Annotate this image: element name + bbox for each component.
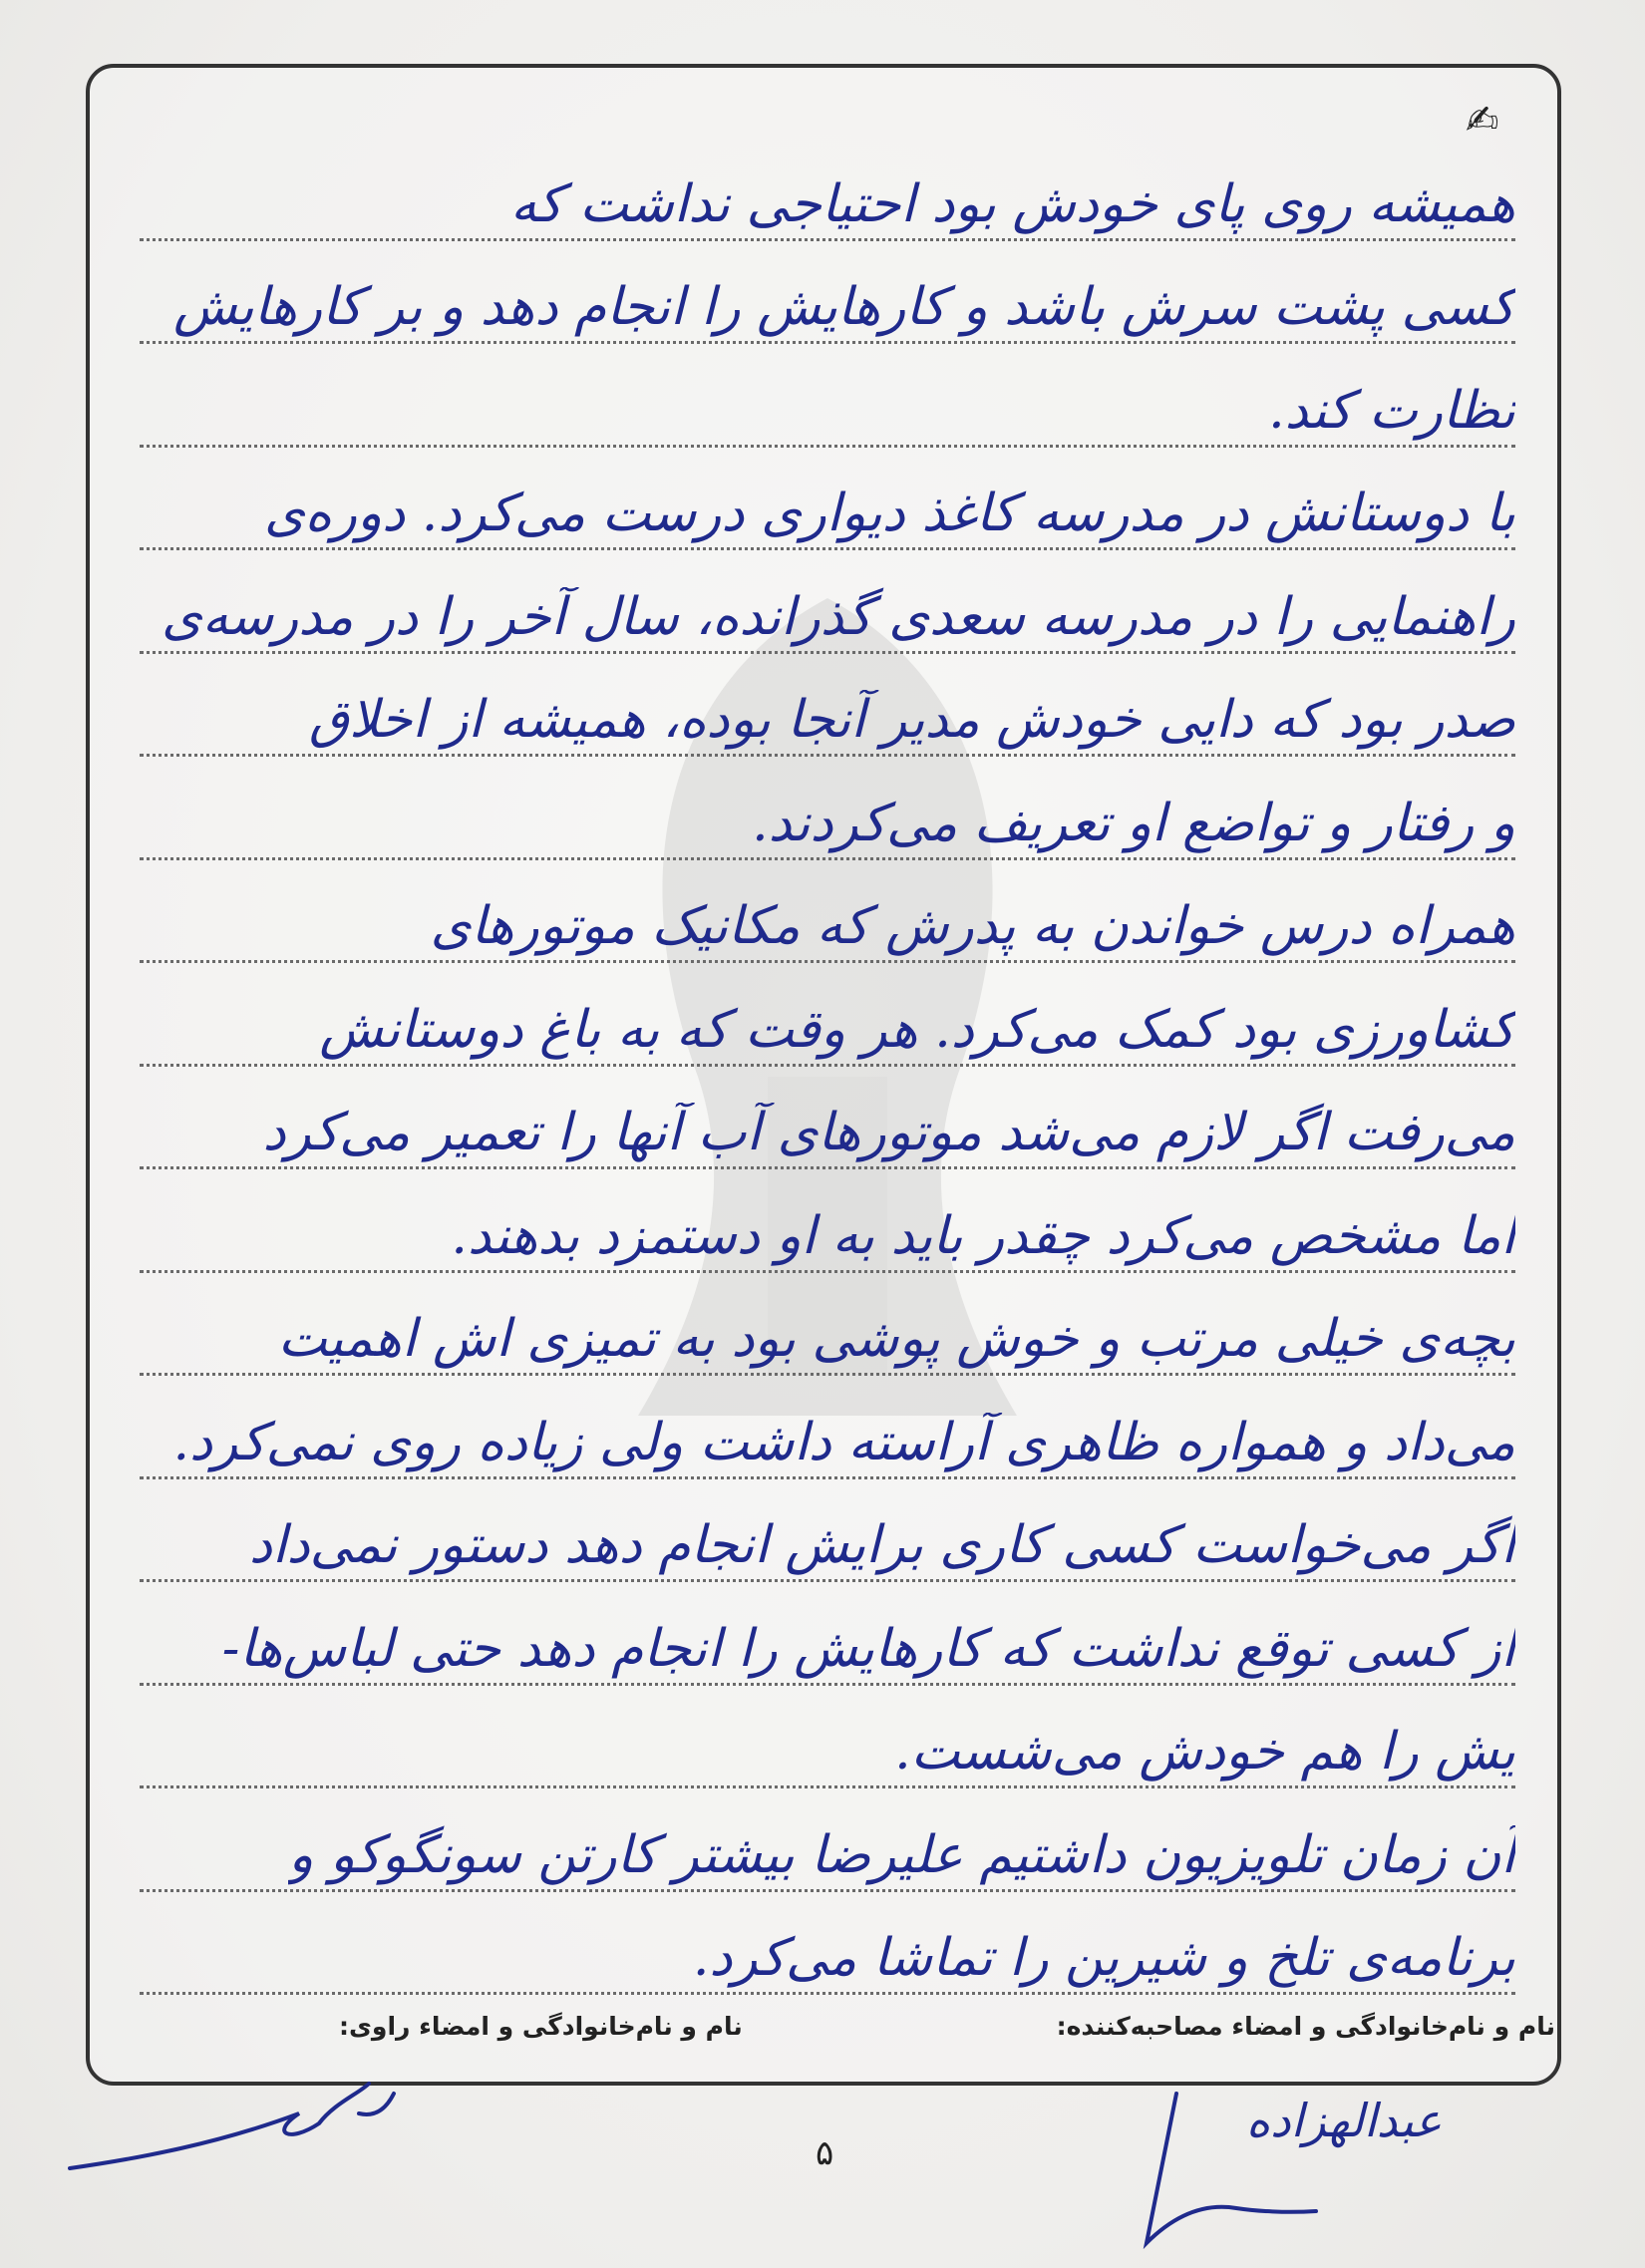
handwritten-line: نظارت کند. [1268,380,1515,441]
ruled-line [140,1686,1515,1789]
handwritten-line: صدر بود که دایی خودش مدیر آنجا بوده، همیشه از اخلاق [308,690,1515,750]
handwritten-line: از کسی توقع نداشت که کارهایش را انجام دهد حتی لباس‌ها- [221,1618,1515,1679]
handwritten-line: کسی پشت سرش باشد و کارهایش را انجام دهد و بر کارهایش [173,277,1515,337]
handwritten-line: همیشه روی پای خودش بود احتیاجی نداشت که [509,173,1515,234]
ruled-line [140,1376,1515,1479]
handwritten-line: و رفتار و تواضع او تعریف می‌کردند. [752,793,1515,853]
handwritten-line: بچه‌ی خیلی مرتب و خوش پوشی بود به تمیزی اش اهمیت [277,1309,1515,1369]
interviewer-signature-name: عبدالهزاده [1246,2094,1443,2147]
ruled-line [140,241,1515,345]
handwritten-line: یش را هم خودش می‌شست. [894,1722,1515,1782]
handwritten-line: می‌داد و همواره ظاهری آراسته داشت ولی زیاده روی نمی‌کرد. [172,1412,1515,1472]
handwritten-line: اما مشخص می‌کرد چقدر باید به او دستمزد بدهند. [451,1205,1515,1266]
handwritten-line: راهنمایی را در مدرسه سعدی گذرانده، سال آخر را در مدرسه‌ی [162,586,1515,647]
handwritten-line: برنامه‌ی تلخ و شیرین را تماشا می‌کرد. [692,1928,1515,1988]
ruled-line [140,654,1515,758]
ruled-line [140,860,1515,964]
interviewer-signature [1057,2084,1356,2263]
ruled-line [140,138,1515,241]
ruled-line [140,1788,1515,1892]
ruled-line [140,550,1515,654]
writing-hand-icon: ✍ [1466,98,1499,144]
ruled-line [140,1892,1515,1996]
handwritten-line: آن زمان تلویزیون داشتیم علیرضا بیشتر کارتن سونگوکو و [288,1824,1515,1885]
ruled-line [140,1067,1515,1170]
narrator-signature [60,2074,439,2183]
ruled-line [140,1582,1515,1686]
handwritten-line: می‌رفت اگر لازم می‌شد موتورهای آب آنها را تعمیر می‌کرد [262,1103,1515,1162]
signature-labels [339,2012,1555,2041]
handwritten-line: با دوستانش در مدرسه کاغذ دیواری درست می‌کرد. دوره‌ی [263,484,1515,543]
handwritten-line: کشاورزی بود کمک می‌کرد. هر وقت که به باغ دوستانش [319,999,1515,1060]
ruled-line [140,1169,1515,1273]
ruled-line [140,344,1515,448]
handwritten-line: همراه درس خواندن به پدرش که مکانیک موتورهای [430,896,1515,956]
ruled-line [140,1479,1515,1583]
page-number: ۵ [816,2133,834,2173]
handwritten-lines [140,138,1515,1995]
interviewer-signature-label: نام و نام‌خانوادگی و امضاء مصاحبه‌کننده: [1056,2012,1555,2041]
ruled-line [140,448,1515,551]
ruled-line [140,757,1515,860]
ruled-line [140,1273,1515,1377]
ruled-line [140,963,1515,1067]
narrator-signature-label: نام و نام‌خانوادگی و امضاء راوی: [339,2012,743,2041]
handwritten-line: اگر می‌خواست کسی کاری برایش انجام دهد دستور نمی‌داد [248,1515,1515,1575]
